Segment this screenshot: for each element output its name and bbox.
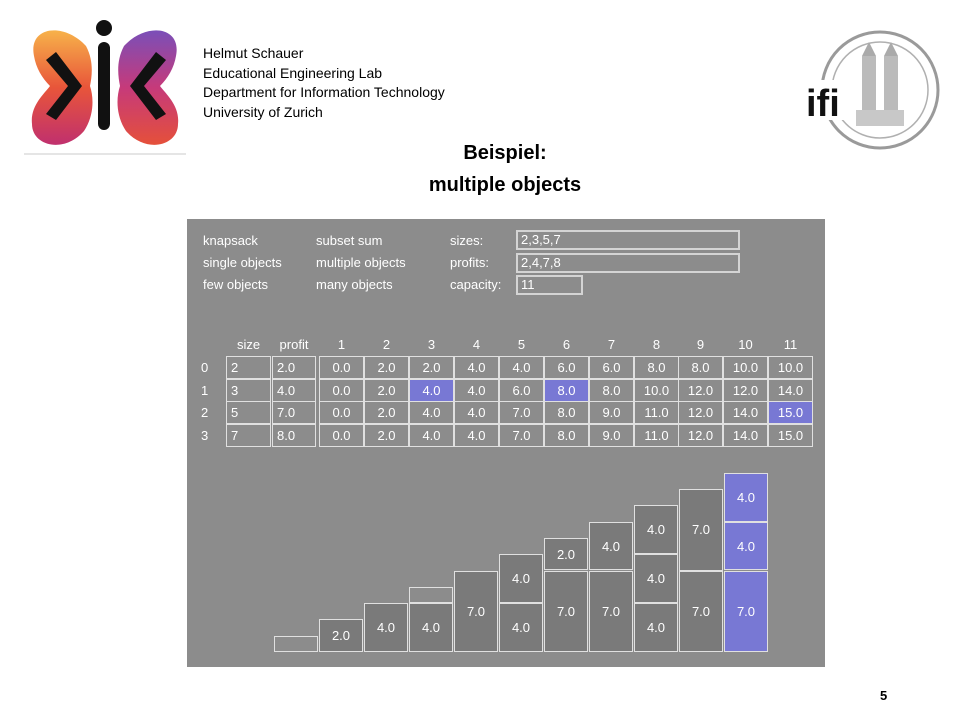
column-header: 7 — [607, 337, 616, 352]
table-cell: 8.0 — [272, 424, 316, 447]
column-header: 11 — [783, 337, 798, 352]
table-cell: 11.0 — [634, 401, 679, 424]
table-cell: 4.0 — [454, 401, 499, 424]
table-cell: 2.0 — [364, 379, 409, 402]
table-cell: 12.0 — [678, 424, 723, 447]
table-cell: 2.0 — [364, 401, 409, 424]
stack-item: 7.0 — [679, 489, 723, 571]
column-header: 6 — [562, 337, 571, 352]
table-cell: 8.0 — [589, 379, 634, 402]
knapsack-applet — [187, 219, 825, 667]
stack-item: 2.0 — [319, 619, 363, 652]
department-name: Department for Information Technology — [203, 84, 445, 100]
stack-item: 7.0 — [454, 571, 498, 653]
knapsack-stacks-visualization — [187, 219, 825, 667]
table-cell: 8.0 — [544, 424, 589, 447]
column-header: 2 — [382, 337, 391, 352]
table-cell: 7.0 — [499, 401, 544, 424]
stack-empty-space — [274, 636, 318, 652]
author-name: Helmut Schauer — [203, 45, 304, 61]
table-cell: 11.0 — [634, 424, 679, 447]
table-cell: 9.0 — [589, 401, 634, 424]
table-cell: 6.0 — [589, 356, 634, 379]
eel-logo — [24, 16, 186, 156]
table-cell: 4.0 — [454, 379, 499, 402]
profits-label: profits: — [450, 255, 490, 270]
table-cell: 4.0 — [499, 356, 544, 379]
column-header: 5 — [517, 337, 526, 352]
column-header: 3 — [427, 337, 436, 352]
option-few-objects[interactable]: few objects — [203, 277, 269, 292]
table-cell: 12.0 — [678, 379, 723, 402]
column-header: 10 — [738, 337, 753, 352]
table-cell: 4.0 — [409, 379, 454, 402]
option-multiple-objects[interactable]: multiple objects — [316, 255, 406, 270]
option-knapsack[interactable]: knapsack — [203, 233, 258, 248]
row-index: 2 — [201, 405, 209, 420]
table-cell: 7 — [226, 424, 271, 447]
stack-item: 4.0 — [364, 603, 408, 652]
table-cell: 4.0 — [409, 401, 454, 424]
option-single-objects[interactable]: single objects — [203, 255, 282, 270]
stack-item: 4.0 — [589, 522, 633, 571]
table-cell: 14.0 — [768, 379, 813, 402]
stack-item: 4.0 — [499, 603, 543, 652]
column-header: 9 — [696, 337, 705, 352]
sizes-input[interactable]: 2,3,5,7 — [516, 230, 740, 250]
table-cell: 2 — [226, 356, 271, 379]
table-cell: 0.0 — [319, 379, 364, 402]
capacity-input[interactable]: 11 — [516, 275, 583, 295]
table-cell: 2.0 — [272, 356, 316, 379]
row-index: 0 — [201, 360, 209, 375]
ifi-logo-text: ifi — [806, 83, 840, 125]
table-cell: 4.0 — [454, 424, 499, 447]
stack-empty-space — [409, 587, 453, 603]
table-cell: 14.0 — [723, 401, 768, 424]
stack-item: 7.0 — [679, 571, 723, 653]
table-cell: 8.0 — [634, 356, 679, 379]
table-cell: 9.0 — [589, 424, 634, 447]
page-title: Beispiel: — [463, 142, 547, 164]
row-index: 1 — [201, 382, 209, 398]
table-cell: 4.0 — [272, 379, 316, 402]
table-cell: 6.0 — [499, 379, 544, 402]
table-cell: 5 — [226, 401, 271, 424]
table-cell: 2.0 — [364, 424, 409, 447]
table-cell: 2.0 — [364, 356, 409, 379]
table-cell: 8.0 — [544, 401, 589, 424]
table-cell: 15.0 — [768, 401, 813, 424]
table-cell: 6.0 — [544, 356, 589, 379]
table-cell: 0.0 — [319, 356, 364, 379]
table-cell: 2.0 — [409, 356, 454, 379]
stack-item: 7.0 — [724, 571, 768, 653]
stack-item: 4.0 — [634, 505, 678, 554]
stack-item: 4.0 — [634, 603, 678, 652]
stack-item: 4.0 — [634, 554, 678, 603]
stack-item: 4.0 — [724, 522, 768, 571]
table-cell: 10.0 — [634, 379, 679, 402]
table-cell: 4.0 — [454, 356, 499, 379]
profits-input[interactable]: 2,4,7,8 — [516, 253, 740, 273]
column-header: 4 — [472, 337, 481, 352]
table-cell: 0.0 — [319, 401, 364, 424]
table-cell: 8.0 — [544, 379, 589, 402]
column-header: profit — [279, 337, 309, 352]
page-subtitle: multiple objects — [428, 174, 582, 196]
row-index: 3 — [201, 427, 209, 443]
stack-item: 4.0 — [409, 603, 453, 652]
table-cell: 0.0 — [319, 424, 364, 447]
table-cell: 4.0 — [409, 424, 454, 447]
option-subset-sum[interactable]: subset sum — [316, 233, 383, 248]
page-number: 5 — [880, 688, 888, 703]
university-name: University of Zurich — [203, 103, 323, 120]
table-cell: 10.0 — [723, 356, 768, 379]
table-cell: 14.0 — [723, 424, 768, 447]
table-cell: 3 — [226, 379, 271, 402]
column-header: size — [236, 337, 261, 352]
table-cell: 7.0 — [499, 424, 544, 447]
ifi-seal-logo — [800, 20, 940, 160]
table-cell: 7.0 — [272, 401, 316, 424]
table-cell: 10.0 — [768, 356, 813, 379]
lab-name: Educational Engineering Lab — [203, 64, 383, 81]
option-many-objects[interactable]: many objects — [316, 277, 393, 292]
column-header: 1 — [337, 337, 346, 352]
table-cell: 12.0 — [678, 401, 723, 424]
stack-item: 4.0 — [499, 554, 543, 603]
capacity-label: capacity: — [450, 277, 502, 292]
header-affiliation — [203, 44, 445, 122]
table-cell: 8.0 — [678, 356, 723, 379]
column-header: 8 — [652, 337, 661, 352]
stack-item: 7.0 — [544, 571, 588, 653]
stack-item: 2.0 — [544, 538, 588, 571]
stack-item: 7.0 — [589, 571, 633, 653]
table-cell: 15.0 — [768, 424, 813, 447]
sizes-label: sizes: — [450, 233, 484, 248]
table-cell: 12.0 — [723, 379, 768, 402]
stack-item: 4.0 — [724, 473, 768, 522]
